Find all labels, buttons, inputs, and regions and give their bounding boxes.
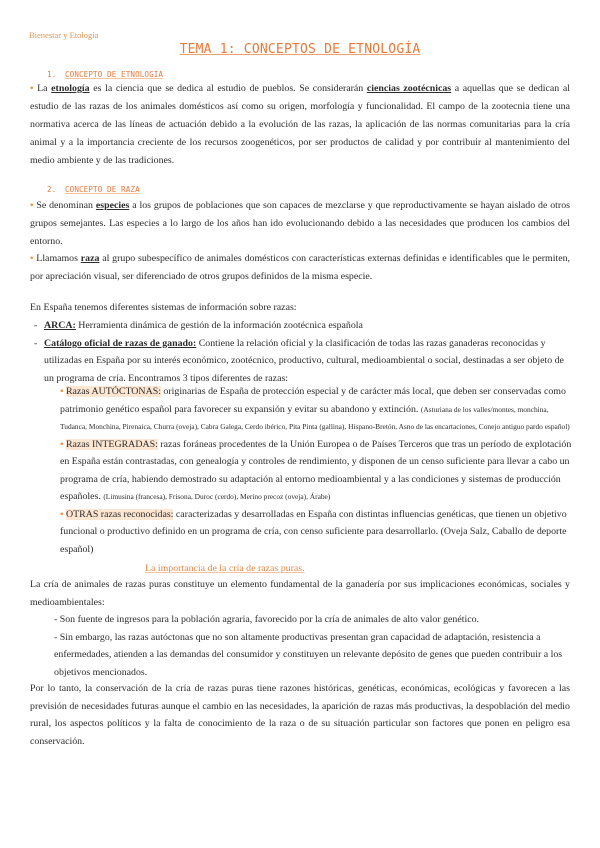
importance-conclusion: Por lo tanto, la conservación de la cría de razas puras tiene razones históricas, genéticas, económicas, ecológicas y favorecen a las previsión de necesidades futuras aunque el cambio en las necesidades, la aparición de razas más productivas, la despoblación del medio rural, los aspectos políticos y la falta de conocimiento de la raza o de su situación particular son factores que ponen en peligro esa conservación. — [30, 683, 570, 747]
race-type-label: OTRAS razas reconocidas: — [65, 508, 174, 520]
page-title — [0, 42, 600, 57]
s2-p2-text-1: Llamamos — [36, 253, 81, 264]
section-2-paragraph-1 — [30, 197, 570, 251]
systems-intro: En España tenemos diferentes sistemas de información sobre razas: — [30, 302, 297, 313]
bullet-icon: • — [30, 83, 34, 94]
system-catalogo — [30, 335, 575, 388]
system-arca — [30, 317, 575, 335]
course-tag: Bienestar y Etología — [29, 30, 99, 40]
s2-p1-text-1: Se denominan — [36, 200, 96, 211]
section-2-paragraph-2 — [30, 250, 570, 286]
race-type-text: originarias de España de protección especial y de carácter más local, que deben ser conservadas como patrimonio genético español para favorecer su expansión y evitar su abandono y extinción. — [60, 386, 566, 415]
bullet-icon: • — [30, 200, 34, 211]
section-1-paragraph — [30, 80, 570, 170]
term-catalogo: Catálogo oficial de razas de ganado: — [44, 337, 197, 349]
section-2-heading — [47, 185, 140, 194]
term-arca: ARCA: — [44, 320, 76, 331]
term-ciencias-zootecnicas: ciencias zootécnicas — [366, 83, 452, 94]
race-type-examples: (Limusina (francesa), Frisona, Duroc (cerdo), Merino precoz (oveja), Árabe) — [103, 492, 331, 501]
bullet-icon: • — [60, 438, 64, 450]
race-type-integradas — [60, 436, 575, 506]
term-raza: raza — [80, 253, 100, 264]
importance-point — [40, 611, 575, 629]
section-1-number: 1. — [47, 70, 57, 79]
s2-p1-text-2: a los grupos de poblaciones que son capaces de mezclarse y que reproductivamente se hayan aislado de otros grupos semejantes. Las especies a lo largo de los años han ido evolucionando debido a las necesidades que producen los cambios del entorno. — [30, 200, 570, 247]
systems-list — [30, 317, 575, 387]
bullet-icon: • — [30, 253, 34, 264]
term-especies: especies — [95, 200, 130, 211]
race-type-text: razas foráneas procedentes de la Unión Europea o de Países Terceros que tras un período de explotación en España están contrastadas, con genealogía y controles de rendimiento, y disponen de un censo suficiente para llevar a cabo un programa de cría, habiendo demostrado su adaptación al entorno medioambiental y a las condiciones y sistemas de producción españoles. — [60, 438, 572, 502]
race-type-otras — [60, 506, 575, 559]
s1-text-1: La — [37, 83, 52, 94]
importance-point-text: - Sin embargo, las razas autóctonas que no son altamente productivas presentan gran capacidad de adaptación, resistencia a enfermedades, atienden a las demandas del consumidor y constituyen un relevante depósito de genes que pueden contribuir a los objetivos mencionados. — [54, 631, 563, 678]
section-1-heading — [47, 70, 163, 79]
catalogo-text: Contiene la relación oficial y la clasificación de todas las razas ganaderas reconocidas y utilizadas en España por su interés económico, zootécnico, productivo, cultural, medioambiental o social, destinadas a ser objeto de un programa de cría. Encontramos 3 tipos diferentes de razas: — [44, 337, 564, 384]
term-etnologia: etnología — [51, 83, 90, 94]
race-type-text: caracterizadas y desarrolladas en España con distintas influencias genéticas, que tienen un objetivo funcional o productivo definido en un programa de cría, con censo suficiente para desarrollarlo. (Oveja Salz, Caballo de deporte español) — [60, 508, 567, 555]
race-type-label: Razas INTEGRADAS: — [65, 438, 158, 450]
race-type-autoctonas — [60, 383, 575, 436]
s1-text-3: a aquellas que se dedican al estudio de las razas de los animales domésticos así como su origen, morfología y funcionalidad. El campo de la zootecnia tiene una normativa acerca de las líneas de actuación debido a la evolución de las razas, la aplicación de las normas comunitarias para la cría animal y a la importancia creciente de los recursos zoogenéticos, por ser productos de calidad y por contribuir al mantenimiento del medio ambiente y de las tradiciones. — [30, 83, 571, 166]
importance-heading: La importancia de la cría de razas puras. — [145, 563, 305, 574]
section-1-title: CONCEPTO DE ETNOLOGÍA — [65, 70, 164, 79]
race-types-list — [60, 383, 575, 558]
bullet-icon: • — [60, 508, 64, 520]
importance-points — [40, 611, 575, 681]
importance-point — [40, 629, 575, 682]
page-title-text: TEMA 1: CONCEPTOS DE ETNOLOGÍA — [179, 42, 421, 57]
importance-point-text: - Son fuente de ingresos para la población agraria, favorecido por la cría de animales de alto valor genético. — [54, 614, 479, 625]
race-type-label: Razas AUTÓCTONAS: — [65, 386, 161, 397]
section-2-number: 2. — [47, 185, 57, 194]
bullet-icon: • — [60, 386, 64, 397]
s2-p2-text-2: al grupo subespecífico de animales domésticos con características externas definidas e identificables que le permiten, por apreciación visual, ser diferenciado de otros grupos definidos de la misma especie. — [30, 253, 571, 282]
race-type-examples: (Asturiana de los valles/montes, monchina, Tudanca, Monchina, Pirenaica, Churra (oveja), Cabra Galega, Cerdo ibérico, Pita Pinta (gallina), Hispano-Bretón, Asno de las encartaciones, Conejo antiguo pardo español) — [60, 404, 570, 431]
section-2-title: CONCEPTO DE RAZA — [65, 185, 140, 194]
arca-text: Herramienta dinámica de gestión de la información zootécnica española — [75, 320, 363, 331]
importance-intro: La cría de animales de razas puras constituye un elemento fundamental de la ganadería por sus implicaciones económicas, sociales y medioambientales: — [30, 579, 570, 608]
s1-text-2: es la ciencia que se dedica al estudio de pueblos. Se considerarán — [89, 83, 367, 94]
